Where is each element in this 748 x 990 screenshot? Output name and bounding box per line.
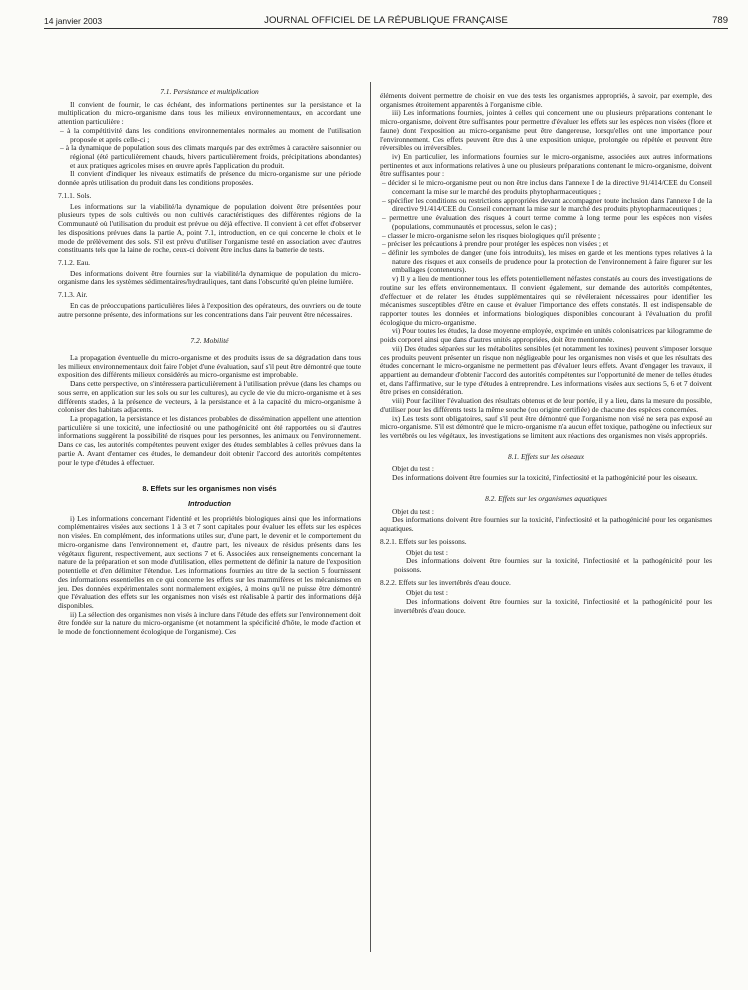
objective-label: Objet du test : (406, 547, 448, 557)
list-item: – spécifier les conditions ou restrictions appropriées devant accompagner toute inclusion dans l'annexe I de la directive 91/414/CEE du Conseil concernant la mise sur le marché des produits phytopharmaceutiques ; (382, 195, 712, 214)
paragraph: Des informations doivent être fournies sur la toxicité, l'infectiosité et la pathogénicité pour les invertébrés d'eau douce. (394, 597, 712, 615)
paragraph: éléments doivent permettre de choisir en vue des tests les organismes appropriés, à savoir, par exemple, des organismes étroitement apparentés à l'organisme cible. (380, 91, 712, 109)
section-8-2-2-title: 8.2.2. Effets sur les invertébrés d'eau douce. (380, 577, 511, 587)
list-item: – préciser les précautions à prendre pour protéger les espèces non visées ; et (382, 239, 609, 249)
list-item: – décider si le micro-organisme peut ou non être inclus dans l'annexe I de la directive 91/414/CEE du Conseil concernant la mise sur le marché des produits phytopharmaceutiques ; (382, 178, 712, 196)
section-8-2-title: 8.2. Effets sur les organismes aquatiques (485, 493, 607, 503)
paragraph: Des informations doivent être fournies sur la viabilité/la dynamique de population du micro-organisme dans les systèmes sédimentaires/hydrauliques, tant dans l'obscurité qu'en pleine lumière. (58, 268, 361, 287)
header-date: 14 janvier 2003 (44, 16, 103, 26)
paragraph: ix) Les tests sont obligatoires, sauf s'il peut être démontré que l'organisme non visé ne sera pas exposé au micro-organisme. S'il est démontré que le micro-organisme n'a aucun effet toxique, pathogène ou infectieux sur les vertébrés ou les végétaux, les investigations se limitent aux réactions des organismes non visés appropriés. (380, 413, 712, 441)
objective-label: Objet du test : (406, 588, 448, 598)
introduction-title: Introduction (187, 499, 232, 509)
list-item: – permettre une évaluation des risques à court terme comme à long terme pour les espèces non visées (populations, communautés et processus, selon le cas) ; (382, 213, 712, 231)
page-number: 789 (712, 15, 728, 26)
journal-title: JOURNAL OFFICIEL DE LA RÉPUBLIQUE FRANÇAISE (264, 15, 508, 26)
section-7-2-title: 7.2. Mobilité (190, 336, 229, 346)
paragraph: Il convient de fournir, le cas échéant, des informations pertinentes sur la persistance et la multiplication du micro-organisme dans tous les milieux environnementaux, en accordant une attention particulière : (58, 99, 361, 127)
paragraph: Des informations doivent être fournies sur la toxicité, l'infectiosité et la pathogénicité pour les organismes aquatiques. (380, 515, 712, 534)
column-divider (370, 82, 371, 952)
section-7-1-2-title: 7.1.2. Eau. (58, 257, 91, 267)
paragraph: Des informations doivent être fournies sur la toxicité, l'infectiosité et la pathogénicité pour les oiseaux. (392, 473, 698, 483)
paragraph: viii) Pour faciliter l'évaluation des résultats obtenus et de leur portée, il y a lieu, dans la mesure du possible, d'utiliser pour les différents tests la même souche (ou origine certifiée) de chacune des espèces concernées. (380, 396, 712, 414)
paragraph: vi) Pour toutes les études, la dose moyenne employée, exprimée en unités colonisatrices par kilogramme de poids corporel ainsi que dans d'autres unités appropriées, doit être mentionnée. (380, 326, 712, 345)
header-rule (44, 28, 728, 29)
objective-label: Objet du test : (392, 506, 434, 516)
section-8-title: 8. Effets sur les organismes non visés (142, 484, 277, 494)
section-7-1-3-title: 7.1.3. Air. (58, 290, 88, 300)
paragraph: La propagation, la persistance et les distances probables de dissémination appellent une attention particulière si une toxicité, une infectiosité ou une pathogénicité ont été rapportées ou si d'autres informations suggèrent la possibilité de risques pour les personnes, les animaux ou l'environnement. Dans ce cas, les autorités compétentes peuvent exiger des études semblables à celles prévues dans la partie A. Avant d'entamer ces études, le demandeur doit obtenir l'accord des autorités compétentes pour le type d'études à effectuer. (58, 414, 361, 467)
paragraph: ii) La sélection des organismes non visés à inclure dans l'étude des effets sur l'environnement doit être fondée sur la nature du micro-organisme (et notamment la spécificité d'hôte, le mode d'action et le mode de fonctionnement écologique de l'organisme). Ces (58, 609, 361, 637)
list-item: – à la compétitivité dans les conditions environnementales normales au moment de l'utilisation proposée et après celle-ci ; (60, 125, 361, 144)
paragraph: En cas de préoccupations particulières liées à l'exposition des opérateurs, des ouvriers ou de toute autre personne présente, des informations sur les concentrations dans l'air peuvent être nécessaires. (58, 300, 361, 319)
paragraph: i) Les informations concernant l'identité et les propriétés biologiques ainsi que les informations complémentaires visées aux sections 1 à 3 et 7 sont capitales pour évaluer les effets sur les espèces non visées. En complément, des informations utiles sur, d'une part, le devenir et le comportement du micro-organisme dans l'environnement et, d'autre part, les niveaux de résidus présents dans les végétaux figurent, respectivement, aux sections 7 et 6. Associées aux renseignements concernant la nature de la préparation et son mode d'utilisation, elles permettent de définir la nature de l'exposition potentielle et d'en délimiter l'étendue. Les informations fournies au titre de la section 5 fournissent des informations essentielles en ce qui concerne les effets sur les mammifères et les mécanismes en jeu. Des données expérimentales sont normalement exigées, à moins qu'il ne puisse être démontré que l'évaluation des effets sur les organismes non visés est réalisable à partir des informations déjà disponibles. (58, 513, 361, 610)
section-8-1-title: 8.1. Effets sur les oiseaux (507, 451, 585, 461)
paragraph: Les informations sur la viabilité/la dynamique de population doivent être présentées pour plusieurs types de sols cultivés ou non cultivés caractéristiques des différentes régions de la Communauté où l'utilisation du produit est prévue ou déjà effective. Il convient à cet effet d'observer les dispositions prévues dans la partie A, point 7.1, introduction, en ce qui concerne le choix et le mode de prélèvement des sols. S'il est prévu d'utiliser l'organisme testé en association avec d'autres constituants tels que la laine de roche, ceux-ci doivent être inclus dans la batterie de tests. (58, 201, 361, 255)
list-item: – à la dynamique de population sous des climats marqués par des extrêmes à caractère saisonnier ou régional (été particulièrement chauds, hivers particulièrement froids, précipitations abondantes) et aux pratiques agricoles mises en œuvre après l'application du produit. (60, 143, 361, 170)
left-column (58, 86, 361, 637)
page-header (44, 12, 728, 28)
section-8-2-1-title: 8.2.1. Effets sur les poissons. (380, 536, 467, 546)
paragraph: iii) Les informations fournies, jointes à celles qui concernent une ou plusieurs préparations contenant le micro-organisme, doivent être suffisantes pour permettre d'évaluer les effets sur les espèces non visées (flore et faune) dont l'exposition au micro-organisme peut être dangereuse, lorsqu'elles ont une importance pour l'environnement. Ces effets peuvent être dus à une exposition unique, prolongée ou répétée et peuvent être réversibles ou irréversibles. (380, 108, 712, 153)
right-column (380, 92, 712, 616)
paragraph: La propagation éventuelle du micro-organisme et des produits issus de sa dégradation dans tous les milieux environnementaux doit faire l'objet d'une évaluation, sauf s'il peut être démontré que toute exposition des différents milieux considérés au micro-organisme est improbable. (58, 352, 361, 380)
paragraph: Des informations doivent être fournies sur la toxicité, l'infectiosité et la pathogénicité pour les poissons. (394, 556, 712, 574)
objective-label: Objet du test : (392, 464, 434, 474)
paragraph: iv) En particulier, les informations fournies sur le micro-organisme, associées aux autres informations pertinentes et aux informations relatives à une ou plusieurs préparations contenant le micro-organisme, doivent être suffisantes pour : (380, 152, 712, 179)
list-item: – définir les symboles de danger (une fois introduits), les mises en garde et les mentions types relatives à la nature des risques et aux conseils de prudence pour la protection de l'environnement à faire figurer sur les emballages (conteneurs). (382, 247, 712, 275)
list-item: – classer le micro-organisme selon les risques biologiques qu'il présente ; (382, 230, 601, 240)
section-7-1-title: 7.1. Persistance et multiplication (160, 87, 259, 96)
paragraph: v) Il y a lieu de mentionner tous les effets potentiellement néfastes constatés au cours des investigations de routine sur les effets environnementaux. Il convient également, sur demande des autorités compétentes, d'effectuer et de relater les études supplémentaires qui se révéleraient nécessaires pour identifier les mécanismes susceptibles d'être en cause et évaluer l'importance des effets constatés. Il est indispensable de rapporter toutes les données et informations biologiques disponibles concourant à l'évaluation du profil écologique du micro-organisme. (380, 274, 712, 327)
section-7-1-1-title: 7.1.1. Sols. (58, 190, 92, 200)
paragraph: vii) Des études séparées sur les métabolites sensibles (et notamment les toxines) peuvent s'imposer lorsque ces produits peuvent présenter un risque non négligeable pour les organismes non visés et que les résultats des études concernant le micro-organisme ne permettent pas d'évaluer leurs effets. Avant d'engager les travaux, il appartient au demandeur d'obtenir l'accord des autorités compétentes sur l'opportunité de mener de telles études et, dans l'affirmative, sur le type d'études à entreprendre. Les informations visées aux sections 5, 6 et 7 doivent être prises en considération. (380, 343, 712, 397)
paragraph: Il convient d'indiquer les niveaux estimatifs de présence du micro-organisme sur une période donnée après utilisation du produit dans les conditions proposées. (58, 169, 361, 188)
paragraph: Dans cette perspective, on s'intéressera particulièrement à l'utilisation prévue (dans les champs ou sous serre, en application sur les sols ou sur les cultures), au cycle de vie du micro-organisme et à ses différents stades, à la présence de vecteurs, à la persistance et à la capacité du micro-organisme à coloniser des habitats adjacents. (58, 379, 361, 415)
